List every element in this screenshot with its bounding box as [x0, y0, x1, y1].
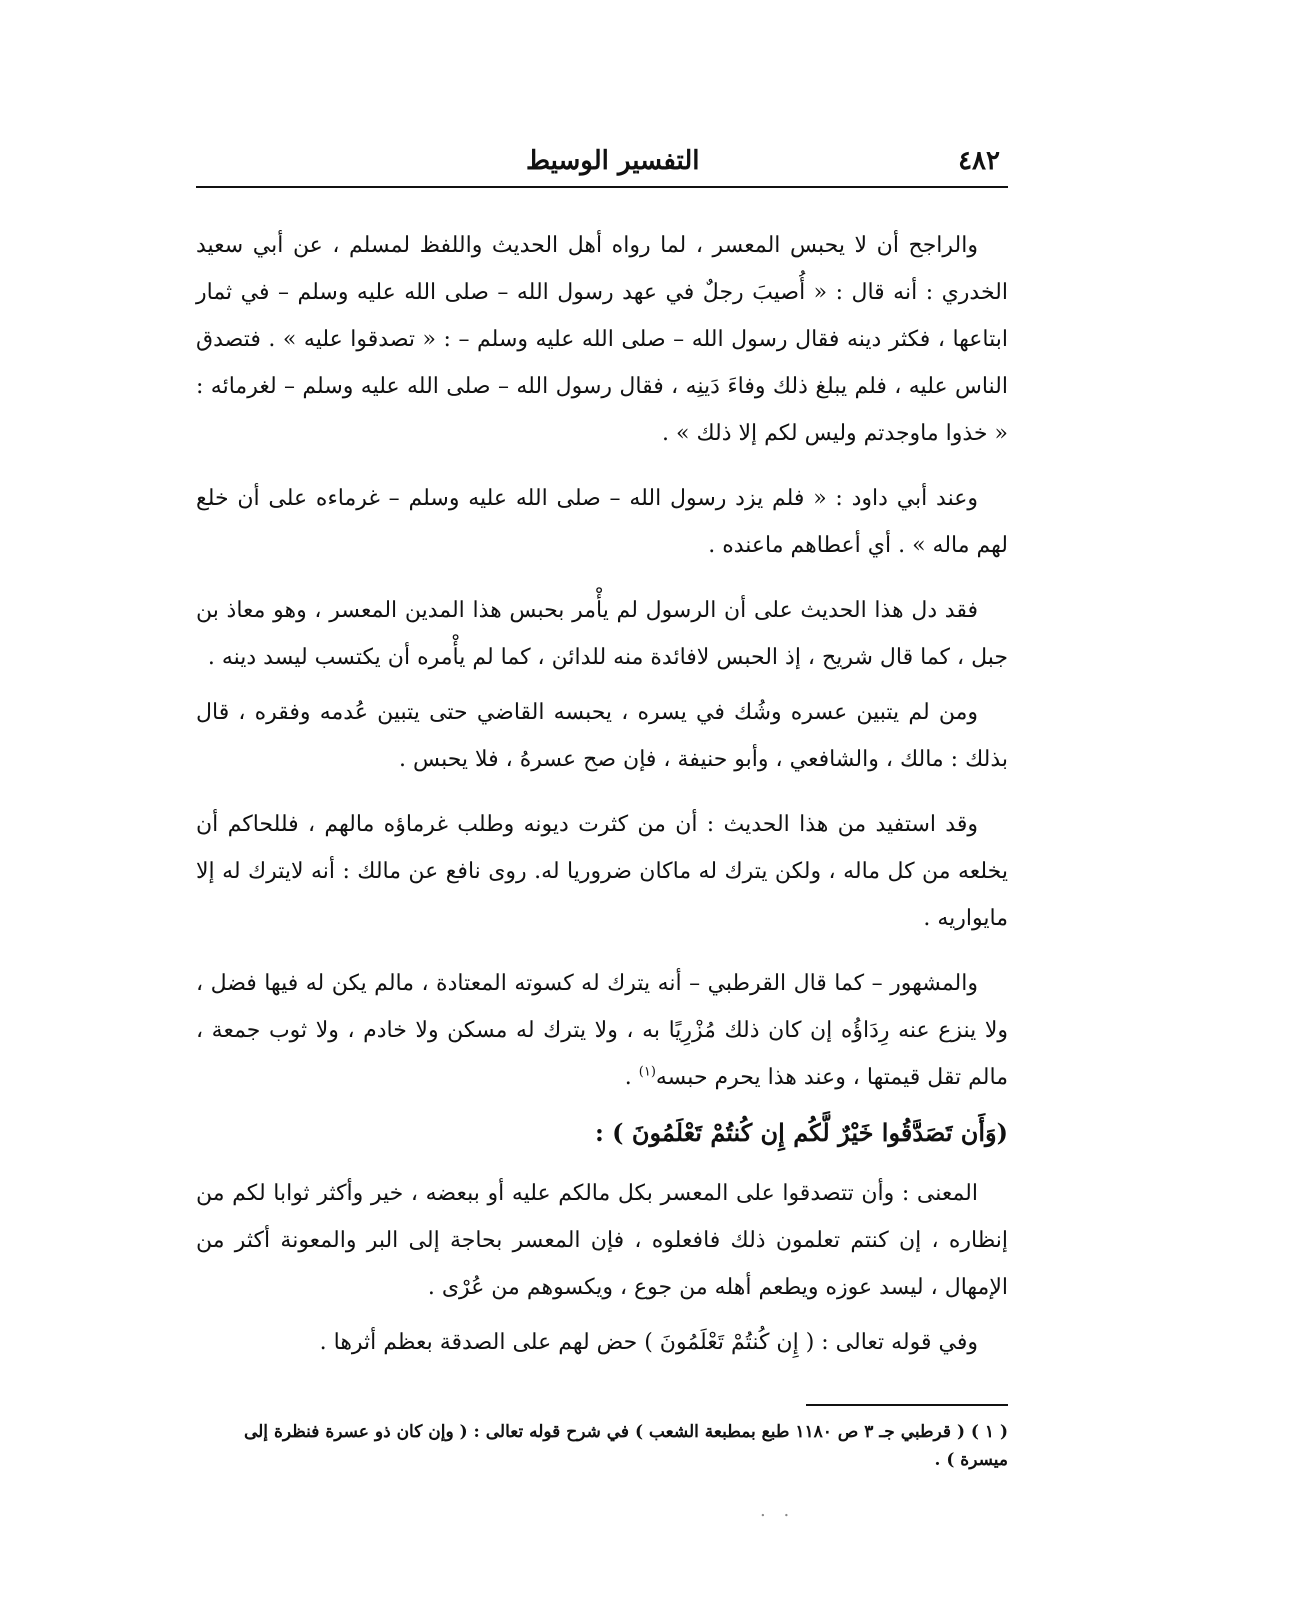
paragraph-abu-dawud: وعند أبي داود : « فلم يزد رسول الله – صلى الله عليه وسلم – غرماءه على أن خلع لهم ماله » . أي أعطاهم ماعنده .: [196, 486, 1008, 558]
paragraph-exhortation: وفي قوله تعالى : ( إِن كُنتُمْ تَعْلَمُونَ ) حض لهم على الصدقة بعظم أثرها .: [319, 1330, 978, 1355]
paragraph-qurtubi-text: والمشهور – كما قال القرطبي – أنه يترك له كسوته المعتادة ، مالم يكن له فيها فضل ، ولا ينزع عنه رِدَاؤُه إن كان ذلك مُزْرِيًا به ، ولا يترك له مسكن ولا خادم ، ولا ثوب جمعة ، مالم تقل قيمتها ، وعند هذا يحرم حبسه: [196, 971, 1008, 1090]
stray-marks: . .: [760, 1500, 796, 1521]
quran-verse: (وَأَن تَصَدَّقُوا خَيْرٌ لَّكُم إِن كُنتُمْ تَعْلَمُونَ ) :: [594, 1118, 1008, 1147]
paragraph-qurtubi: [196, 960, 1008, 1101]
paragraph-qurtubi-end: .: [624, 1065, 639, 1090]
header-rule: [196, 186, 1008, 188]
paragraph-meaning: المعنى : وأن تتصدقوا على المعسر بكل مالكم عليه أو ببعضه ، خير وأكثر ثوابا لكم من إنظاره ، إن كنتم تعلمون ذلك فافعلوه ، فإن المعسر بحاجة إلى البر والمعونة أكثر من الإمهال ، ليسد عوزه ويطعم أهله من جوع ، ويكسوهم من عُرْى .: [196, 1181, 1008, 1300]
footnote-marker: (١): [638, 1064, 656, 1080]
paragraph-creditors: وقد استفيد من هذا الحديث : أن من كثرت ديونه وطلب غرماؤه مالهم ، فللحاكم أن يخلعه من كل ماله ، ولكن يترك له ماكان ضروريا له. روى نافع عن مالك : أنه لايترك له إلا مايواريه .: [196, 812, 1008, 931]
paragraph-hadith: والراجح أن لا يحبس المعسر ، لما رواه أهل الحديث واللفظ لمسلم ، عن أبي سعيد الخدري : أنه قال : « أُصيبَ رجلٌ في عهد رسول الله – صلى الله عليه وسلم – في ثمار ابتاعها ، فكثر دينه فقال رسول الله – صلى الله عليه وسلم – : « تصدقوا عليه » . فتصدق الناس عليه ، فلم يبلغ ذلك وفاءَ دَينِه ، فقال رسول الله – صلى الله عليه وسلم – لغرمائه : « خذوا ماوجدتم وليس لكم إلا ذلك » .: [196, 233, 1008, 446]
running-head: [196, 144, 1008, 186]
book-title: التفسير الوسيط: [526, 146, 700, 176]
footnote: ( ١ ) ( قرطبي جـ ٣ ص ١١٨٠ طبع بمطبعة الشعب ) في شرح قوله تعالى : ( وإن كان ذو عسرة فنظرة إلى ميسرة ) .: [243, 1422, 1008, 1470]
page-number: ٤٨٢: [958, 146, 1000, 176]
paragraph-uncertain-hardship: ومن لم يتبين عسره وشُك في يسره ، يحبسه القاضي حتى يتبين عُدمه وفقره ، قال بذلك : مالك ، والشافعي ، وأبو حنيفة ، فإن صح عسرهُ ، فلا يحبس .: [196, 700, 1008, 772]
main-text: [196, 222, 1008, 1384]
footnote-rule: [806, 1404, 1008, 1406]
paragraph-hadith-inference: فقد دل هذا الحديث على أن الرسول لم يأْمر بحبس هذا المدين المعسر ، وهو معاذ بن جبل ، كما قال شريح ، إذ الحبس لافائدة منه للدائن ، كما لم يأْمره أن يكتسب ليسد دينه .: [196, 598, 1008, 670]
